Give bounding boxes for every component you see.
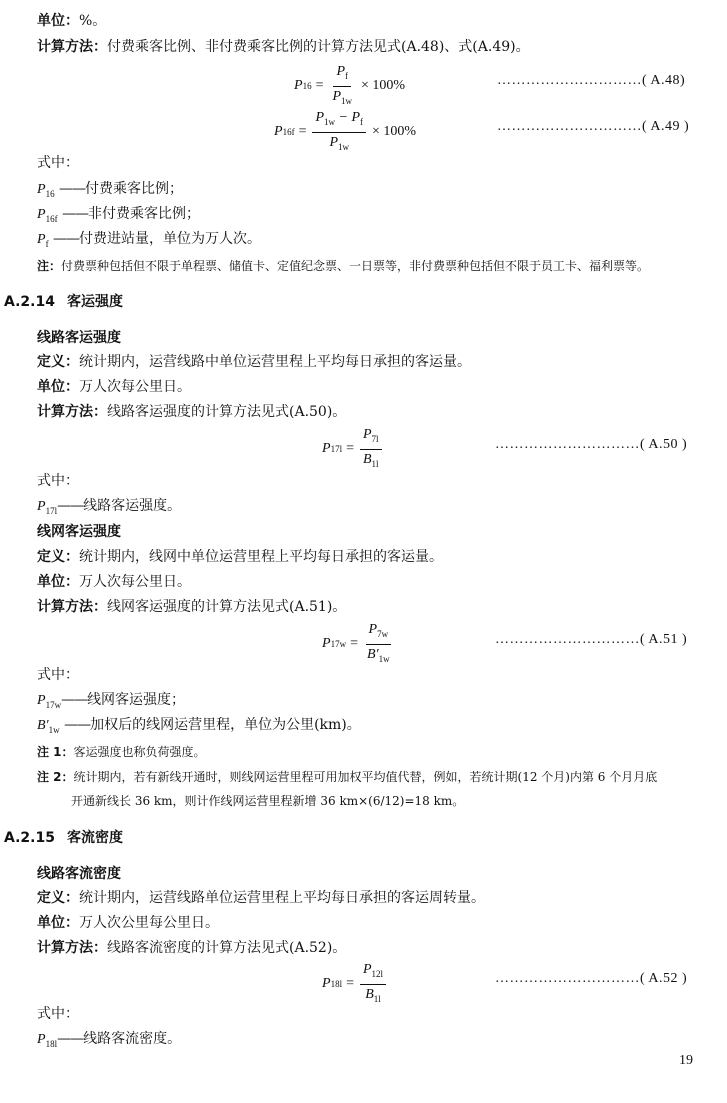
equals-sign: = [346, 441, 354, 457]
unit-text: 万人次每公里日。 [79, 379, 191, 395]
num-sub: 12l [371, 968, 384, 979]
subsection-title: 线路客流密度 [37, 866, 121, 882]
def-text: 统计期内，线网中单位运营里程上平均每日承担的客运量。 [79, 549, 443, 565]
formula-a48 [294, 62, 405, 111]
sym-sub: 18l [45, 1038, 58, 1049]
section-heading-a215 [4, 827, 123, 847]
unit-value: %。 [79, 13, 107, 29]
num-sub: 7l [371, 433, 379, 444]
eqref-a52: …………………………( A.52 ) [495, 971, 688, 986]
where-text: 付费进站量，单位为万人次。 [79, 231, 262, 247]
equals-sign: = [298, 124, 307, 140]
formula-lhs: P [322, 441, 331, 457]
sym: P [37, 232, 46, 247]
dash: —— [59, 181, 86, 197]
num-symbol: P [368, 622, 378, 637]
sym-sub: 17l [45, 505, 58, 516]
method-label: 计算方法： [37, 599, 107, 615]
sym-sub: f [45, 238, 49, 249]
page-number: 19 [679, 1053, 693, 1068]
where-text: 非付费乘客比例； [88, 206, 201, 222]
numerator [360, 960, 386, 985]
den-sub: 1l [373, 993, 381, 1004]
unit-line [37, 573, 191, 591]
method-line [37, 939, 346, 957]
note-label: 注： [37, 259, 62, 273]
sym: B′ [37, 718, 49, 733]
unit-label: 单位： [37, 915, 79, 931]
note-text: 统计期内，若有新线开通时，则线网运营里程可用加权平均值代替，例如，若统计期(12 个月)内第 6 个月月底 [73, 770, 658, 784]
eqref-a48: …………………………( A.48) [497, 73, 686, 88]
eqref-a49: …………………………( A.49 ) [497, 119, 690, 134]
den-symbol: B′ [366, 646, 379, 662]
unit-label: 单位： [37, 379, 79, 395]
where-heading: 式中： [37, 473, 79, 489]
eqref-a51: …………………………( A.51 ) [495, 632, 688, 647]
dash: —— [57, 1031, 84, 1047]
unit-label: 单位： [37, 574, 79, 590]
def-label: 定义： [37, 549, 79, 565]
section-number: A.2.15 [4, 830, 55, 846]
unit-text: 万人次每公里日。 [79, 574, 191, 590]
unit-text: 万人次公里每公里日。 [79, 915, 219, 931]
numerator [333, 62, 351, 87]
num-symbol: P [336, 64, 346, 79]
section-heading-a214 [4, 291, 123, 311]
den-symbol: B [362, 451, 372, 467]
num-sub: 7w [377, 628, 389, 639]
formula-lhs-sub: 16f [282, 127, 295, 138]
formula-tail: × 100% [372, 124, 417, 140]
sym: P [37, 499, 46, 514]
method-line [37, 38, 530, 56]
where-text: 线网客运强度； [87, 692, 186, 708]
note-label: 注 1： [37, 745, 74, 759]
fraction [312, 108, 366, 157]
where-item [37, 1030, 181, 1053]
fraction [360, 960, 386, 1009]
numerator [366, 620, 392, 645]
where-text: 线路客流密度。 [83, 1031, 182, 1047]
method-text: 线路客流密度的计算方法见式(A.52)。 [107, 940, 347, 956]
num-symbol: P [362, 427, 372, 442]
where-item [37, 230, 261, 253]
subsection-title: 线网客运强度 [37, 524, 121, 540]
where-text: 线路客运强度。 [83, 498, 182, 514]
dash: —— [62, 206, 89, 222]
den-sub: 1l [371, 458, 379, 469]
den-sub: 1w [341, 95, 353, 106]
formula-a49 [274, 108, 416, 157]
fraction [364, 620, 393, 669]
method-label: 计算方法： [37, 940, 107, 956]
denominator [326, 133, 352, 157]
sym: P [37, 693, 46, 708]
formula-lhs: P [274, 124, 283, 140]
sym: P [37, 207, 46, 222]
formula-lhs-sub: 17l [330, 444, 343, 455]
equals-sign: = [315, 78, 324, 94]
subsection-title: 线路客运强度 [37, 330, 121, 346]
formula-lhs: P [322, 976, 331, 992]
formula-lhs-sub: 16 [302, 81, 312, 92]
denominator [362, 985, 384, 1009]
definition-line [37, 889, 485, 907]
den-symbol: P [332, 88, 342, 104]
unit-line [37, 914, 219, 932]
dash: —— [64, 717, 91, 733]
note-1 [37, 743, 206, 761]
formula-a52 [322, 960, 392, 1009]
note-2-continuation: 开通新线长 36 km，则计作线网运营里程新增 36 km×(6/12)=18 km。 [71, 794, 465, 808]
num-minus: − P [335, 110, 361, 125]
def-label: 定义： [37, 354, 79, 370]
numerator [312, 108, 366, 133]
unit-label: 单位： [37, 13, 79, 29]
num-sub: 1w [324, 116, 336, 127]
den-sub: 1w [338, 141, 350, 152]
den-symbol: P [329, 134, 339, 150]
note-2 [37, 768, 657, 786]
section-number: A.2.14 [4, 294, 55, 310]
num-symbol: P [315, 110, 325, 125]
definition-line [37, 353, 471, 371]
method-text: 线路客运强度的计算方法见式(A.50)。 [107, 404, 347, 420]
sym-sub: 16 [45, 188, 55, 199]
where-heading: 式中： [37, 1006, 79, 1022]
sym-sub: 16f [45, 213, 58, 224]
sym: P [37, 182, 46, 197]
definition-line [37, 548, 443, 566]
note-text: 客运强度也称负荷强度。 [73, 745, 206, 759]
denominator [360, 450, 382, 474]
numerator [360, 425, 382, 450]
formula-lhs: P [294, 78, 303, 94]
method-text: 付费乘客比例、非付费乘客比例的计算方法见式(A.48)、式(A.49)。 [107, 39, 530, 55]
where-text: 付费乘客比例； [85, 181, 184, 197]
sym-sub: 1w [48, 724, 60, 735]
fraction [329, 62, 355, 111]
dash: —— [61, 692, 88, 708]
dash: —— [57, 498, 84, 514]
where-text: 加权后的线网运营里程，单位为公里(km)。 [90, 717, 361, 733]
def-text: 统计期内，运营线路中单位运营里程上平均每日承担的客运量。 [79, 354, 471, 370]
where-heading: 式中： [37, 155, 79, 171]
where-item [37, 205, 200, 228]
formula-lhs: P [322, 636, 331, 652]
note-text: 付费票种包括但不限于单程票、储值卡、定值纪念票、一日票等，非付费票种包括但不限于员工卡、福利票等。 [61, 259, 650, 273]
method-line [37, 403, 346, 421]
fraction [360, 425, 382, 474]
formula-a51 [322, 620, 399, 669]
def-text: 统计期内，运营线路单位运营里程上平均每日承担的客运周转量。 [79, 890, 485, 906]
def-label: 定义： [37, 890, 79, 906]
note-1 [37, 257, 649, 275]
denominator [364, 645, 393, 669]
formula-tail: × 100% [361, 78, 406, 94]
sym: P [37, 1032, 46, 1047]
where-heading: 式中： [37, 667, 79, 683]
section-title: 客运强度 [66, 294, 123, 310]
num-symbol: P [362, 962, 372, 977]
den-symbol: B [365, 986, 374, 1002]
den-sub: 1w [378, 653, 390, 664]
method-label: 计算方法： [37, 404, 107, 420]
equals-sign: = [350, 636, 358, 652]
formula-lhs-sub: 17w [330, 639, 347, 650]
where-item [37, 716, 361, 739]
method-label: 计算方法： [37, 39, 107, 55]
formula-a50 [322, 425, 388, 474]
equals-sign: = [346, 976, 354, 992]
note-label: 注 2： [37, 770, 74, 784]
section-title: 客流密度 [66, 830, 123, 846]
formula-lhs-sub: 18l [330, 979, 343, 990]
method-text: 线网客运强度的计算方法见式(A.51)。 [107, 599, 347, 615]
where-item [37, 180, 183, 203]
num-sub-2: f [360, 116, 364, 127]
method-line [37, 598, 346, 616]
sym-sub: 17w [45, 699, 62, 710]
num-sub: f [345, 70, 349, 81]
eqref-a50: …………………………( A.50 ) [495, 437, 688, 452]
unit-line [37, 12, 106, 30]
where-item [37, 497, 181, 520]
dash: —— [53, 231, 80, 247]
unit-line [37, 378, 191, 396]
where-item [37, 691, 185, 714]
